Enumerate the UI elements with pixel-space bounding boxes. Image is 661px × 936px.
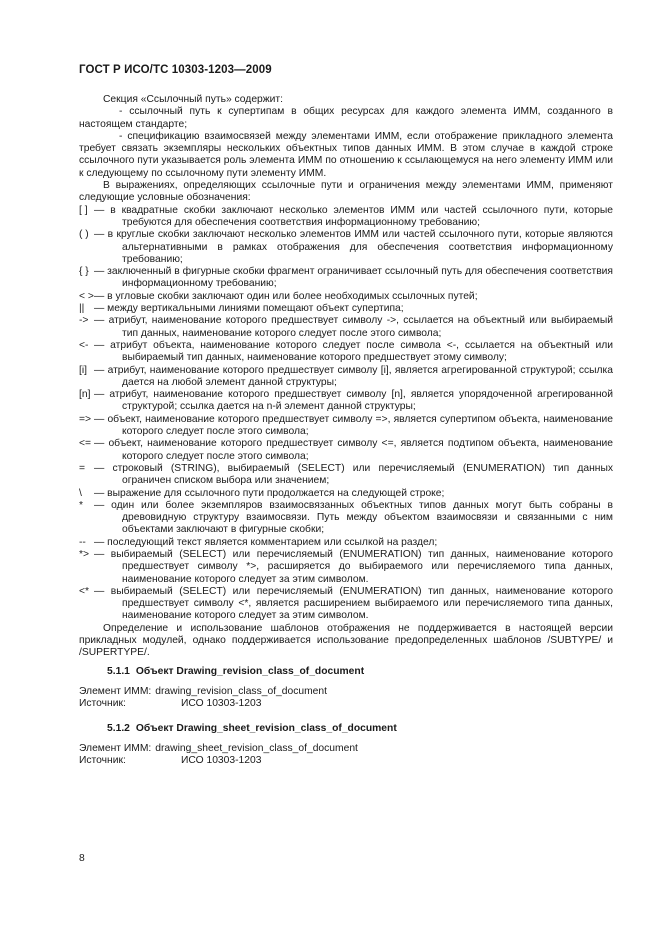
notation-symbol: || [79, 303, 85, 315]
notation-item [79, 340, 613, 365]
element-row-value: drawing_sheet_revision_class_of_document [155, 742, 358, 754]
notation-description: — в угловые скобки заключают один или более необходимых ссылочных путей; [94, 290, 478, 302]
source-row [79, 755, 613, 767]
intro-paragraph-3: - спецификацию взаимосвязей между элементами ИММ, если отображение прикладного элемента требует связать экземпляры нескольких объектных типов данных ИММ. В этом случае в каждой строке ссылочного пути указывается роль элемента ИММ по отношению к ссылающемуся на него элементу ИММ или к следующему по ссылочному пути элементу ИММ. [79, 130, 613, 179]
notation-description: — в круглые скобки заключают несколько элементов ИММ или частей ссылочного пути, которые являются альтернативными в рамках отображения для обеспечения соответствия информационному требованию; [94, 229, 613, 265]
sections-list [79, 666, 613, 768]
intro-paragraph-2: - ссылочный путь к супертипам в общих ресурсах для каждого элемента ИММ, созданного в настоящем стандарте; [79, 106, 613, 130]
section-number: 5.1.2 [107, 722, 130, 734]
notation-description: — атрибут, наименование которого предшествует символу [i], является агрегированной структурой; ссылка дается на любой элемент данной структуры; [94, 364, 613, 388]
element-row-label: Элемент ИММ: [79, 685, 152, 697]
intro-paragraph-1: Секция «Ссылочный путь» содержит: [103, 94, 283, 105]
notation-symbol: < > [79, 290, 94, 302]
source-row-value: ИСО 10303-1203 [181, 755, 262, 767]
element-row-value: drawing_revision_class_of_document [155, 685, 327, 697]
notation-item [79, 315, 613, 340]
notation-item [79, 291, 613, 303]
document-body [79, 94, 613, 767]
notation-description: — последующий текст является комментарием или ссылкой на раздел; [94, 536, 438, 548]
section-title: Объект Drawing_revision_class_of_document [135, 665, 365, 677]
document-header: ГОСТ Р ИСО/ТС 10303-1203—2009 [79, 64, 272, 76]
notation-symbol: [n] [79, 389, 91, 401]
notation-item [79, 303, 613, 315]
notation-description: — выражение для ссылочного пути продолжается на следующей строке; [94, 487, 445, 499]
notation-description: — строковый (STRING), выбираемый (SELECT) или перечисляемый (ENUMERATION) тип данных ограничен списком выбора или значением; [94, 462, 613, 487]
notation-description: — заключенный в фигурные скобки фрагмент ограничивает ссылочный путь для обеспечения соответствия информационному требованию; [94, 266, 613, 290]
section-number: 5.1.1 [107, 665, 130, 677]
notation-description: — между вертикальными линиями помещают объект супертипа; [94, 303, 404, 315]
notation-item [79, 266, 613, 291]
notation-symbol: <- [79, 339, 89, 351]
element-row-label: Элемент ИММ: [79, 742, 152, 754]
notation-list [79, 205, 613, 623]
notation-symbol: [i] [79, 364, 88, 376]
notation-description: — в квадратные скобки заключают несколько элементов ИММ или частей ссылочного пути, которые требуются для обеспечения соответствия информационному требованию; [94, 204, 613, 228]
notation-item [79, 438, 613, 463]
section-title: Объект Drawing_sheet_revision_class_of_document [135, 722, 397, 734]
element-row [79, 686, 613, 698]
notation-item [79, 500, 613, 537]
source-row [79, 698, 613, 710]
notation-symbol: => [79, 413, 92, 425]
notation-item [79, 537, 613, 549]
element-row [79, 743, 613, 755]
intro-paragraph-4: В выражениях, определяющих ссылочные пути и ограничения между элементами ИММ, применяют следующие условные обозначения: [79, 180, 613, 204]
notation-item [79, 205, 613, 230]
section-heading [79, 723, 613, 735]
source-row-value: ИСО 10303-1203 [181, 698, 262, 710]
notation-symbol: -- [79, 536, 86, 548]
source-row-label: Источник: [79, 755, 126, 767]
notation-item [79, 586, 613, 623]
notation-symbol: [ ] [79, 204, 88, 216]
notation-description: — выбираемый (SELECT) или перечисляемый (ENUMERATION) тип данных, наименование которого предшествует символу *>, расширяется до выбираемого или перечисляемого типа данных, наименование которого следует за этим символом. [94, 548, 613, 585]
notation-symbol: * [79, 499, 84, 511]
notation-item [79, 549, 613, 586]
notation-item [79, 365, 613, 390]
notation-description: — объект, наименование которого предшествует символу =>, является супертипом объекта, наименование которого следует после этого символа; [94, 413, 613, 438]
notation-description: — атрибут объекта, наименование которого следует после символа <-, ссылается на объектный или выбираемый тип данных, наименование которого предшествует этому символу; [94, 339, 613, 364]
source-row-label: Источник: [79, 698, 126, 710]
notation-description: — атрибут, наименование которого предшествует символу [n], является упорядоченной агрегированной структурой; ссылка дается на n-й элемент данной структуры; [94, 389, 613, 413]
notation-symbol: *> [79, 548, 90, 560]
notation-item [79, 488, 613, 500]
notation-item [79, 389, 613, 414]
section-heading [79, 666, 613, 678]
closing-paragraph: Определение и использование шаблонов отображения не поддерживается в настоящей версии прикладных модулей, однако поддерживается использование предопределенных шаблонов /SUBTYPE/ и /SUPERTYPE/. [79, 622, 613, 659]
notation-symbol: = [79, 462, 86, 474]
notation-item [79, 229, 613, 266]
notation-description: — атрибут, наименование которого предшествует символу ->, ссылается на объектный или выбираемый тип данных, наименование которого следует после этого символа; [94, 315, 613, 339]
notation-symbol: -> [79, 315, 89, 327]
notation-item [79, 414, 613, 439]
notation-description: — один или более экземпляров взаимосвязанных объектных типов данных могут быть собраны в древовидную структуру взаимосвязи. Путь между объектом взаимосвязи и связанными с ним объектами заключают в фигурные скобки; [94, 499, 613, 536]
notation-symbol: { } [79, 266, 89, 278]
notation-item [79, 463, 613, 488]
notation-symbol: \ [79, 487, 82, 499]
notation-symbol: ( ) [79, 229, 89, 241]
notation-description: — выбираемый (SELECT) или перечисляемый (ENUMERATION) тип данных, наименование которого предшествует символу <*, является расширением выбираемого или перечисляемого типа данных, наименование которого следует за этим символом. [94, 585, 613, 622]
notation-symbol: <= [79, 438, 92, 450]
notation-symbol: <* [79, 585, 90, 597]
page-number: 8 [79, 853, 85, 864]
notation-description: — объект, наименование которого предшествует символу <=, является подтипом объекта, наименование которого следует после этого символа; [94, 438, 613, 462]
